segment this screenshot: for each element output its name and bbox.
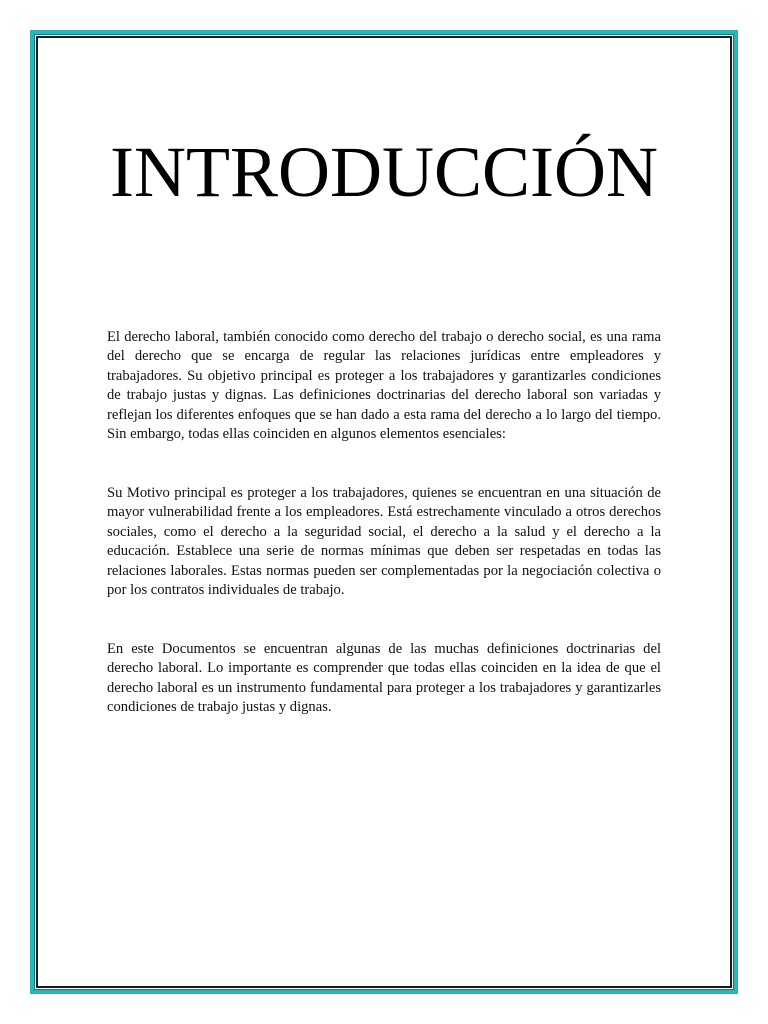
paragraph-3: En este Documentos se encuentran algunas de las muchas definiciones doctrinarias del derecho laboral. Lo importante es comprender que todas ellas coinciden en la idea de que el derecho laboral es un instrumento fundamental para proteger a los trabajadores y garantizarles condiciones de trabajo justas y dignas. <box>107 641 661 716</box>
page-title: INTRODUCCIÓN <box>110 132 658 212</box>
paragraph-2: Su Motivo principal es proteger a los trabajadores, quienes se encuentran en una situación de mayor vulnerabilidad frente a los empleadores. Está estrechamente vinculado a otros derechos sociales, como el derecho a la seguridad social, el derecho a la salud y el derecho a la educación. Establece una serie de normas mínimas que deben ser respetadas en todas las relaciones laborales. Estas normas pueden ser complementadas por la negociación colectiva o por los contratos individuales de trabajo. <box>107 485 661 599</box>
paragraph-1: El derecho laboral, también conocido como derecho del trabajo o derecho social, es una rama del derecho que se encarga de regular las relaciones jurídicas entre empleadores y trabajadores. Su objetivo principal es proteger a los trabajadores y garantizarles condiciones de trabajo justas y dignas. Las definiciones doctrinarias del derecho laboral son variadas y reflejan los diferentes enfoques que se han dado a esta rama del derecho a lo largo del tiempo. Sin embargo, todas ellas coinciden en algunos elementos esenciales: <box>107 329 661 443</box>
